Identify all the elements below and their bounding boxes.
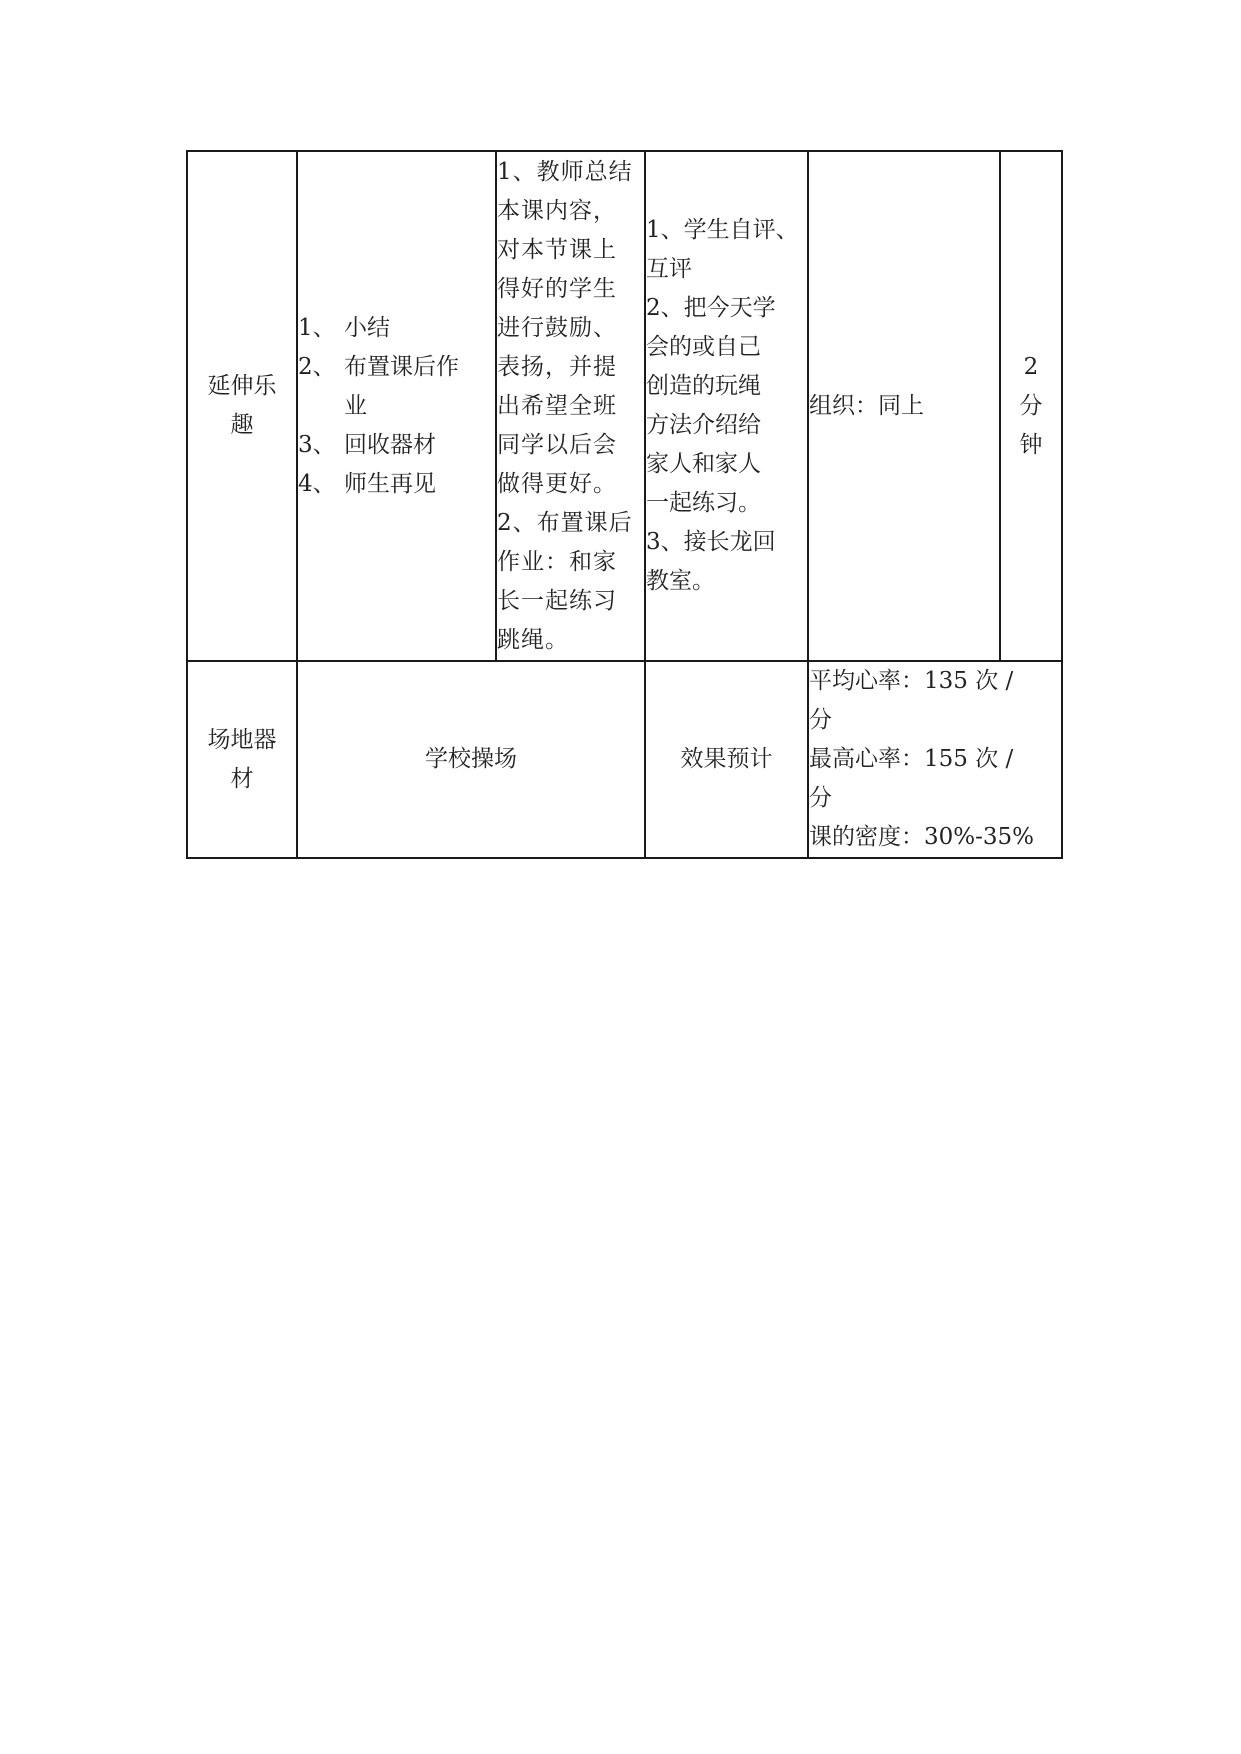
section-label-line: 延伸乐 [207, 373, 277, 399]
venue-label-line: 材 [230, 765, 254, 792]
table-row-extension [187, 151, 1062, 661]
effect-label-cell: 效果预计 [645, 661, 808, 858]
effect-value-cell [808, 661, 1062, 858]
section-label-line: 趣 [230, 412, 254, 438]
text-line: 长一起练习 [497, 587, 617, 614]
effect-line: 最高心率：155 次 / [809, 746, 1014, 772]
duration-line: 2 [1023, 353, 1039, 380]
text-line: 方法介绍给 [646, 412, 761, 438]
venue-label-line: 场地器 [207, 726, 277, 753]
text-line: 做得更好。 [497, 470, 617, 497]
table-row-venue [187, 661, 1062, 858]
effect-line: 分 [809, 785, 832, 811]
venue-value-cell: 学校操场 [297, 661, 645, 858]
text-line: 家人和家人 [646, 451, 761, 477]
text-line: 会的或自己 [646, 334, 761, 360]
text-line: 对本节课上 [497, 236, 617, 263]
student-activity-cell [645, 151, 808, 661]
text-line: 2、把今天学 [646, 295, 776, 321]
text-line: 表扬，并提 [497, 353, 617, 380]
text-line: 同学以后会 [497, 431, 617, 458]
text-line: 作业：和家 [497, 548, 617, 575]
text-line: 跳绳。 [497, 626, 569, 653]
text-line: 1、教师总结 [497, 158, 633, 185]
effect-line: 分 [809, 707, 832, 733]
text-line: 3、接长龙回 [646, 529, 776, 555]
text-line: 创造的玩绳 [646, 373, 761, 399]
text-line: 出希望全班 [497, 392, 617, 419]
content-item: 1、 小结 [298, 314, 390, 341]
text-line: 互评 [646, 256, 692, 282]
organization-cell: 组织：同上 [808, 151, 1000, 661]
text-line: 进行鼓励、 [497, 314, 617, 341]
section-label-cell [187, 151, 297, 661]
duration-line: 分 [1019, 392, 1043, 419]
content-item: 2、 布置课后作 [298, 353, 459, 380]
effect-line: 平均心率：135 次 / [809, 668, 1014, 694]
text-line: 一起练习。 [646, 490, 761, 516]
text-line: 本课内容， [497, 197, 617, 224]
content-item: 3、 回收器材 [298, 431, 436, 458]
text-line: 2、布置课后 [497, 509, 633, 536]
lesson-plan-table [186, 150, 1063, 859]
text-line: 得好的学生 [497, 275, 617, 302]
teacher-activity-cell [496, 151, 645, 661]
text-line: 教室。 [646, 568, 715, 594]
text-line: 1、学生自评、 [646, 217, 799, 243]
content-cell [297, 151, 496, 661]
effect-line: 课的密度：30%-35% [809, 824, 1035, 850]
duration-line: 钟 [1019, 431, 1043, 458]
duration-cell [1000, 151, 1062, 661]
venue-label-cell [187, 661, 297, 858]
content-item: 4、 师生再见 [298, 470, 436, 497]
content-item-continued: 业 [344, 392, 367, 419]
